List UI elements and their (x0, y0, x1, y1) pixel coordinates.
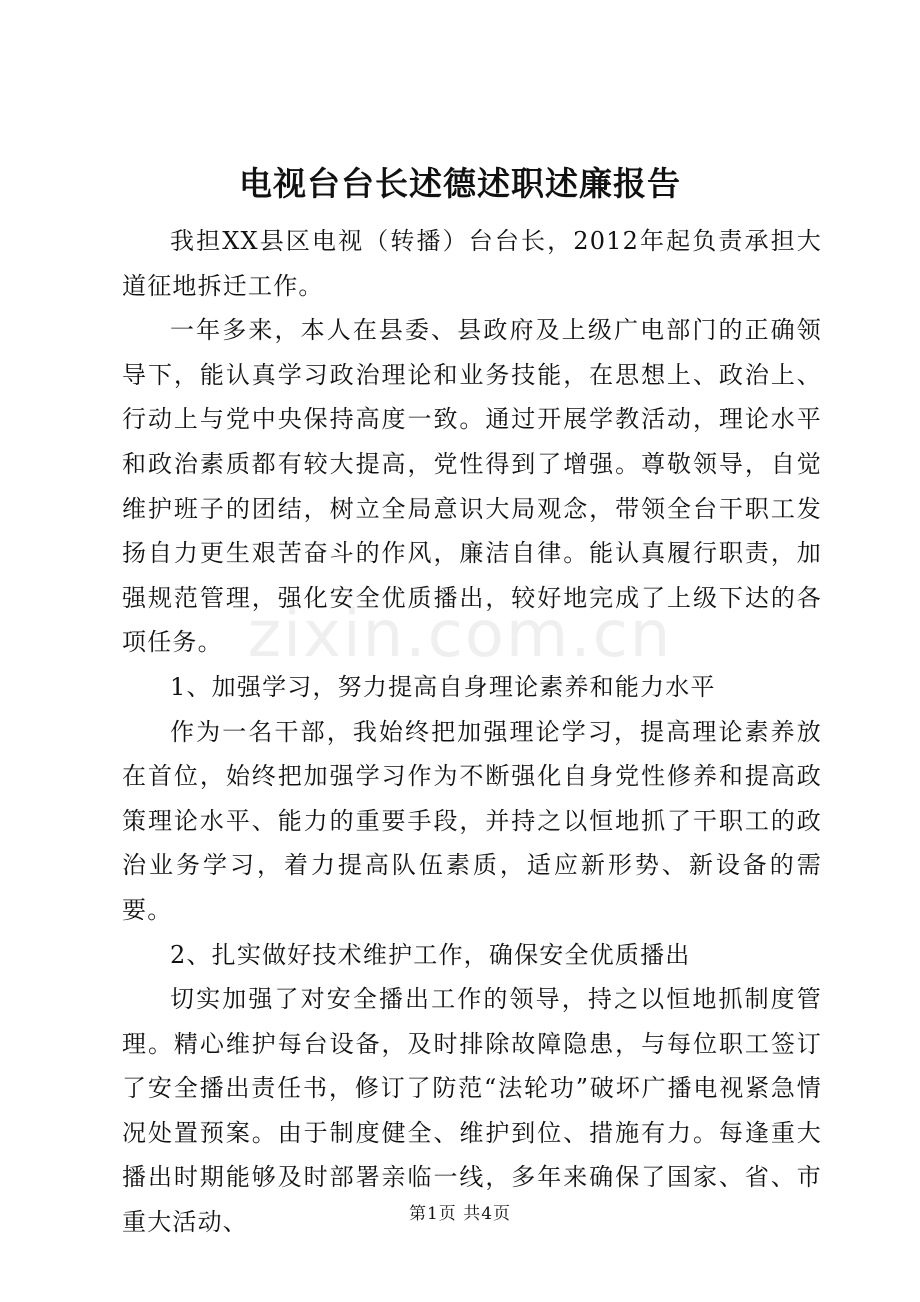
section-heading-1: 1、加强学习，努力提高自身理论素养和能力水平 (170, 672, 716, 701)
paragraph-intro: 我担XX县区电视（转播）台台长，2012年起负责承担大道征地拆迁工作。 (122, 227, 822, 300)
paragraph-overview: 一年多来，本人在县委、县政府及上级广电部门的正确领导下，能认真学习政治理论和业务技能，在思想上、政治上、行动上与党中央保持高度一致。通过开展学教活动，理论水平和政治素质都有较大提高，党性得到了增强。尊敬领导，自觉维护班子的团结，树立全局意识大局观念，带领全台干职工发扬自力更生艰苦奋斗的作风，廉洁自律。能认真履行职责，加强规范管理，强化安全优质播出，较好地完成了上级下达的各项任务。 (122, 316, 822, 657)
page-footer: 第1页 共4页 (408, 1204, 512, 1224)
watermark: zixin.com.cn (247, 598, 673, 672)
document-body (122, 219, 822, 1245)
section-heading-2: 2、扎实做好技术维护工作，确保安全优质播出 (170, 940, 691, 969)
document-title: 电视台台长述德述职述廉报告 (239, 164, 681, 203)
paragraph-study: 作为一名干部，我始终把加强理论学习，提高理论素养放在首位，始终把加强学习作为不断强化自身党性修养和提高政策理论水平、能力的重要手段，并持之以恒地抓了干职工的政治业务学习，着力提高队伍素质，适应新形势、新设备的需要。 (122, 717, 822, 924)
paragraph-broadcast-safety: 切实加强了对安全播出工作的领导，持之以恒地抓制度管理。精心维护每台设备，及时排除故障隐患，与每位职工签订了安全播出责任书，修订了防范“法轮功”破坏广播电视紧急情况处置预案。由于制度健全、维护到位、措施有力。每逢重大播出时期能够及时部署亲临一线，多年来确保了国家、省、市重大活动、 (122, 985, 822, 1237)
